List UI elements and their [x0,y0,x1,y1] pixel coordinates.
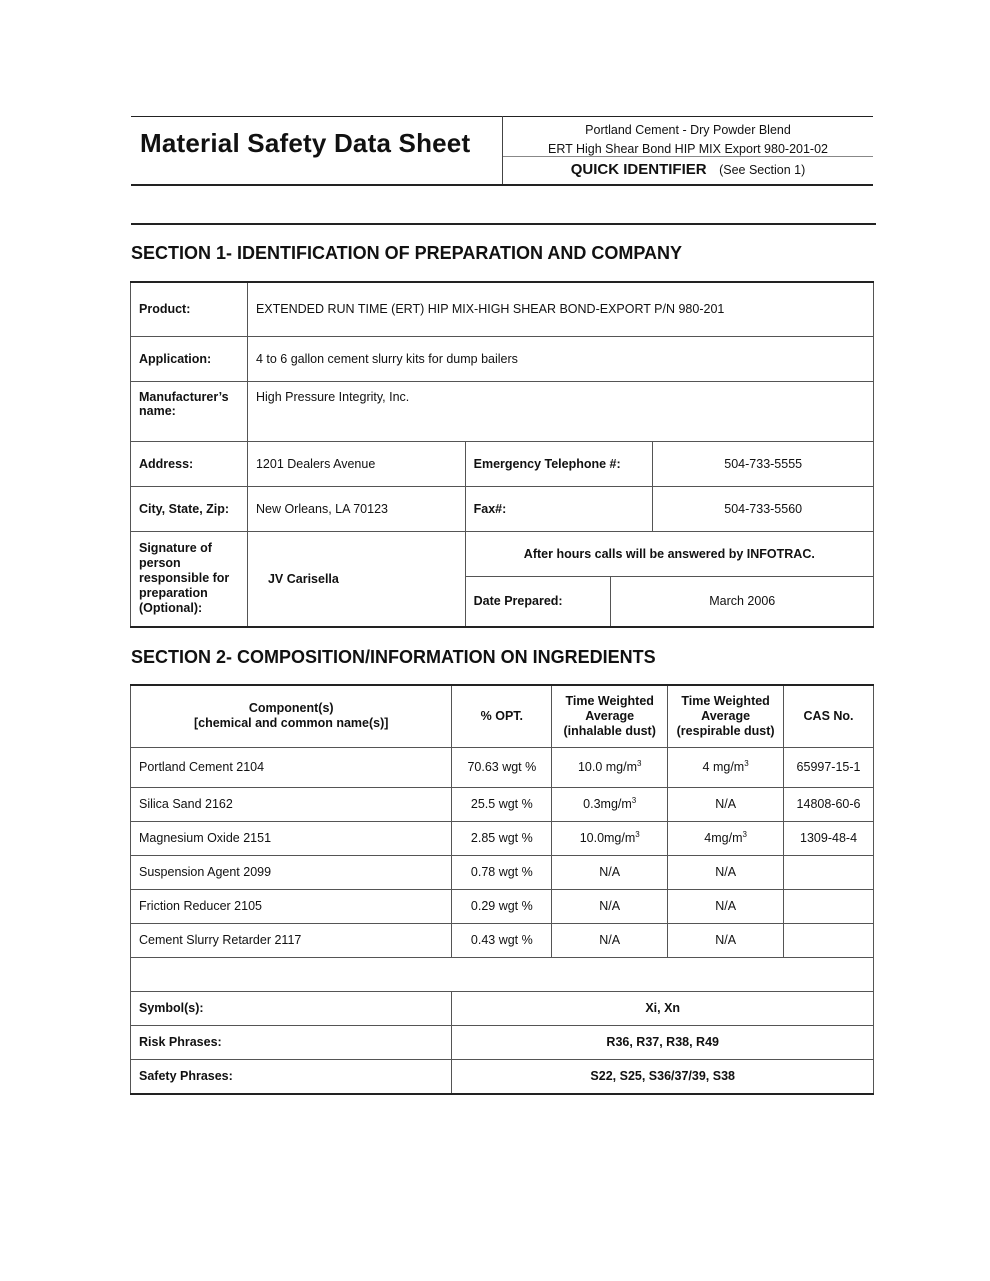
signature-value: JV Carisella [247,531,465,627]
date-label: Date Prepared: [465,576,611,627]
unit-exponent: 3 [744,758,749,768]
header-bottom-rule [131,184,873,186]
ingredient-inhalable [552,923,668,957]
ingredient-inhalable [552,821,668,855]
city-label: City, State, Zip: [131,486,248,531]
manufacturer-value: High Pressure Integrity, Inc. [247,381,873,441]
ingredient-opt: 0.29 wgt % [452,889,552,923]
ingredient-respirable [668,855,784,889]
ingredient-inhalable [552,889,668,923]
table-row [131,821,874,855]
safety-value: S22, S25, S36/37/39, S38 [452,1059,874,1094]
symbols-value: Xi, Xn [452,991,874,1025]
ingredient-inhalable [552,747,668,787]
inhalable-value: N/A [599,933,621,947]
unit-exponent: 3 [635,829,640,839]
application-row [131,336,874,381]
ingredient-name: Friction Reducer 2105 [131,889,452,923]
ingredient-opt: 2.85 wgt % [452,821,552,855]
table-row [131,747,874,787]
component-header [131,685,452,747]
inhalable-value: 0.3mg/m [583,797,632,811]
respirable-value: 4mg/m [704,831,743,845]
product-row [131,282,874,336]
risk-value: R36, R37, R38, R49 [452,1025,874,1059]
document-title: Material Safety Data Sheet [140,128,471,158]
cas-header: CAS No. [784,685,874,747]
quick-identifier-label: QUICK IDENTIFIER [570,161,707,178]
after-hours-row [131,531,874,576]
ingredient-inhalable [552,787,668,821]
ingredient-inhalable [552,855,668,889]
address-label: Address: [131,441,248,486]
manufacturer-row [131,381,874,441]
component-header-line1: Component(s) [248,701,334,716]
respirable-value: N/A [715,865,737,879]
signature-label: Signature of person responsible for preparation (Optional): [131,531,248,627]
address-value: 1201 Dealers Avenue [247,441,465,486]
empty-row [131,957,874,991]
ingredient-name: Cement Slurry Retarder 2117 [131,923,452,957]
ingredients-header-row [131,685,874,747]
quick-identifier [503,161,873,178]
inhalable-value: 10.0mg/m [579,831,636,845]
ingredient-respirable [668,889,784,923]
application-label: Application: [131,336,248,381]
ingredient-cas [784,889,874,923]
ingredient-opt: 0.78 wgt % [452,855,552,889]
ingredient-cas: 1309-48-4 [784,821,874,855]
safety-label: Safety Phrases: [131,1059,452,1094]
date-value: March 2006 [611,576,874,627]
product-value: EXTENDED RUN TIME (ERT) HIP MIX-HIGH SHEAR BOND-EXPORT P/N 980-201 [247,282,873,336]
inhalable-value: N/A [599,865,621,879]
respirable-value: N/A [715,899,737,913]
ingredient-cas [784,855,874,889]
city-value: New Orleans, LA 70123 [247,486,465,531]
ingredient-respirable [668,923,784,957]
fax-value: 504-733-5560 [653,486,874,531]
ingredient-respirable [668,747,784,787]
table-row [131,889,874,923]
ingredients-table [130,684,874,1095]
opt-header: % OPT. [452,685,552,747]
manufacturer-label: Manufacturer’s name: [131,381,248,441]
table-row [131,787,874,821]
inhalable-value: 10.0 mg/m [577,760,638,774]
section1-title: SECTION 1- IDENTIFICATION OF PREPARATION AND COMPANY [131,243,683,263]
ingredient-name: Suspension Agent 2099 [131,855,452,889]
ingredient-cas [784,923,874,957]
table-row [131,923,874,957]
table-row [131,855,874,889]
ingredient-name: Silica Sand 2162 [131,787,452,821]
fax-label: Fax#: [465,486,653,531]
city-row [131,486,874,531]
ingredient-cas: 65997-15-1 [784,747,874,787]
ingredient-respirable [668,787,784,821]
ingredient-opt: 70.63 wgt % [452,747,552,787]
identification-table [130,281,874,628]
unit-exponent: 3 [631,795,637,805]
see-section-note: (See Section 1) [719,163,806,177]
ingredient-respirable [668,821,784,855]
symbols-row [131,991,874,1025]
section2-title: SECTION 2- COMPOSITION/INFORMATION ON INGREDIENTS [131,647,656,667]
empty-cell [131,957,874,991]
product-type: Portland Cement - Dry Powder Blend [585,123,791,137]
inhalable-value: N/A [599,899,621,913]
emergency-value: 504-733-5555 [653,441,874,486]
product-label: Product: [131,282,248,336]
emergency-label: Emergency Telephone #: [465,441,653,486]
unit-exponent: 3 [637,758,642,768]
respirable-value: N/A [715,933,737,947]
twa-respirable-header: Time Weighted Average (respirable dust) [668,685,784,747]
component-header-line2: [chemical and common name(s)] [193,716,389,731]
section-separator [131,223,876,225]
ingredient-name: Portland Cement 2104 [131,747,452,787]
address-row [131,441,874,486]
ingredient-opt: 25.5 wgt % [452,787,552,821]
ingredient-cas: 14808-60-6 [784,787,874,821]
twa-inhalable-header: Time Weighted Average (inhalable dust) [552,685,668,747]
header-mid-rule [503,156,873,157]
application-value: 4 to 6 gallon cement slurry kits for dump bailers [247,336,873,381]
risk-label: Risk Phrases: [131,1025,452,1059]
risk-row [131,1025,874,1059]
safety-row [131,1059,874,1094]
symbols-label: Symbol(s): [131,991,452,1025]
product-code: ERT High Shear Bond HIP MIX Export 980-201-02 [547,142,829,156]
after-hours-note: After hours calls will be answered by INFOTRAC. [465,531,873,576]
ingredient-name: Magnesium Oxide 2151 [131,821,452,855]
respirable-value: 4 mg/m [702,760,745,774]
respirable-value: N/A [715,797,737,811]
ingredient-opt: 0.43 wgt % [452,923,552,957]
unit-exponent: 3 [742,829,747,839]
